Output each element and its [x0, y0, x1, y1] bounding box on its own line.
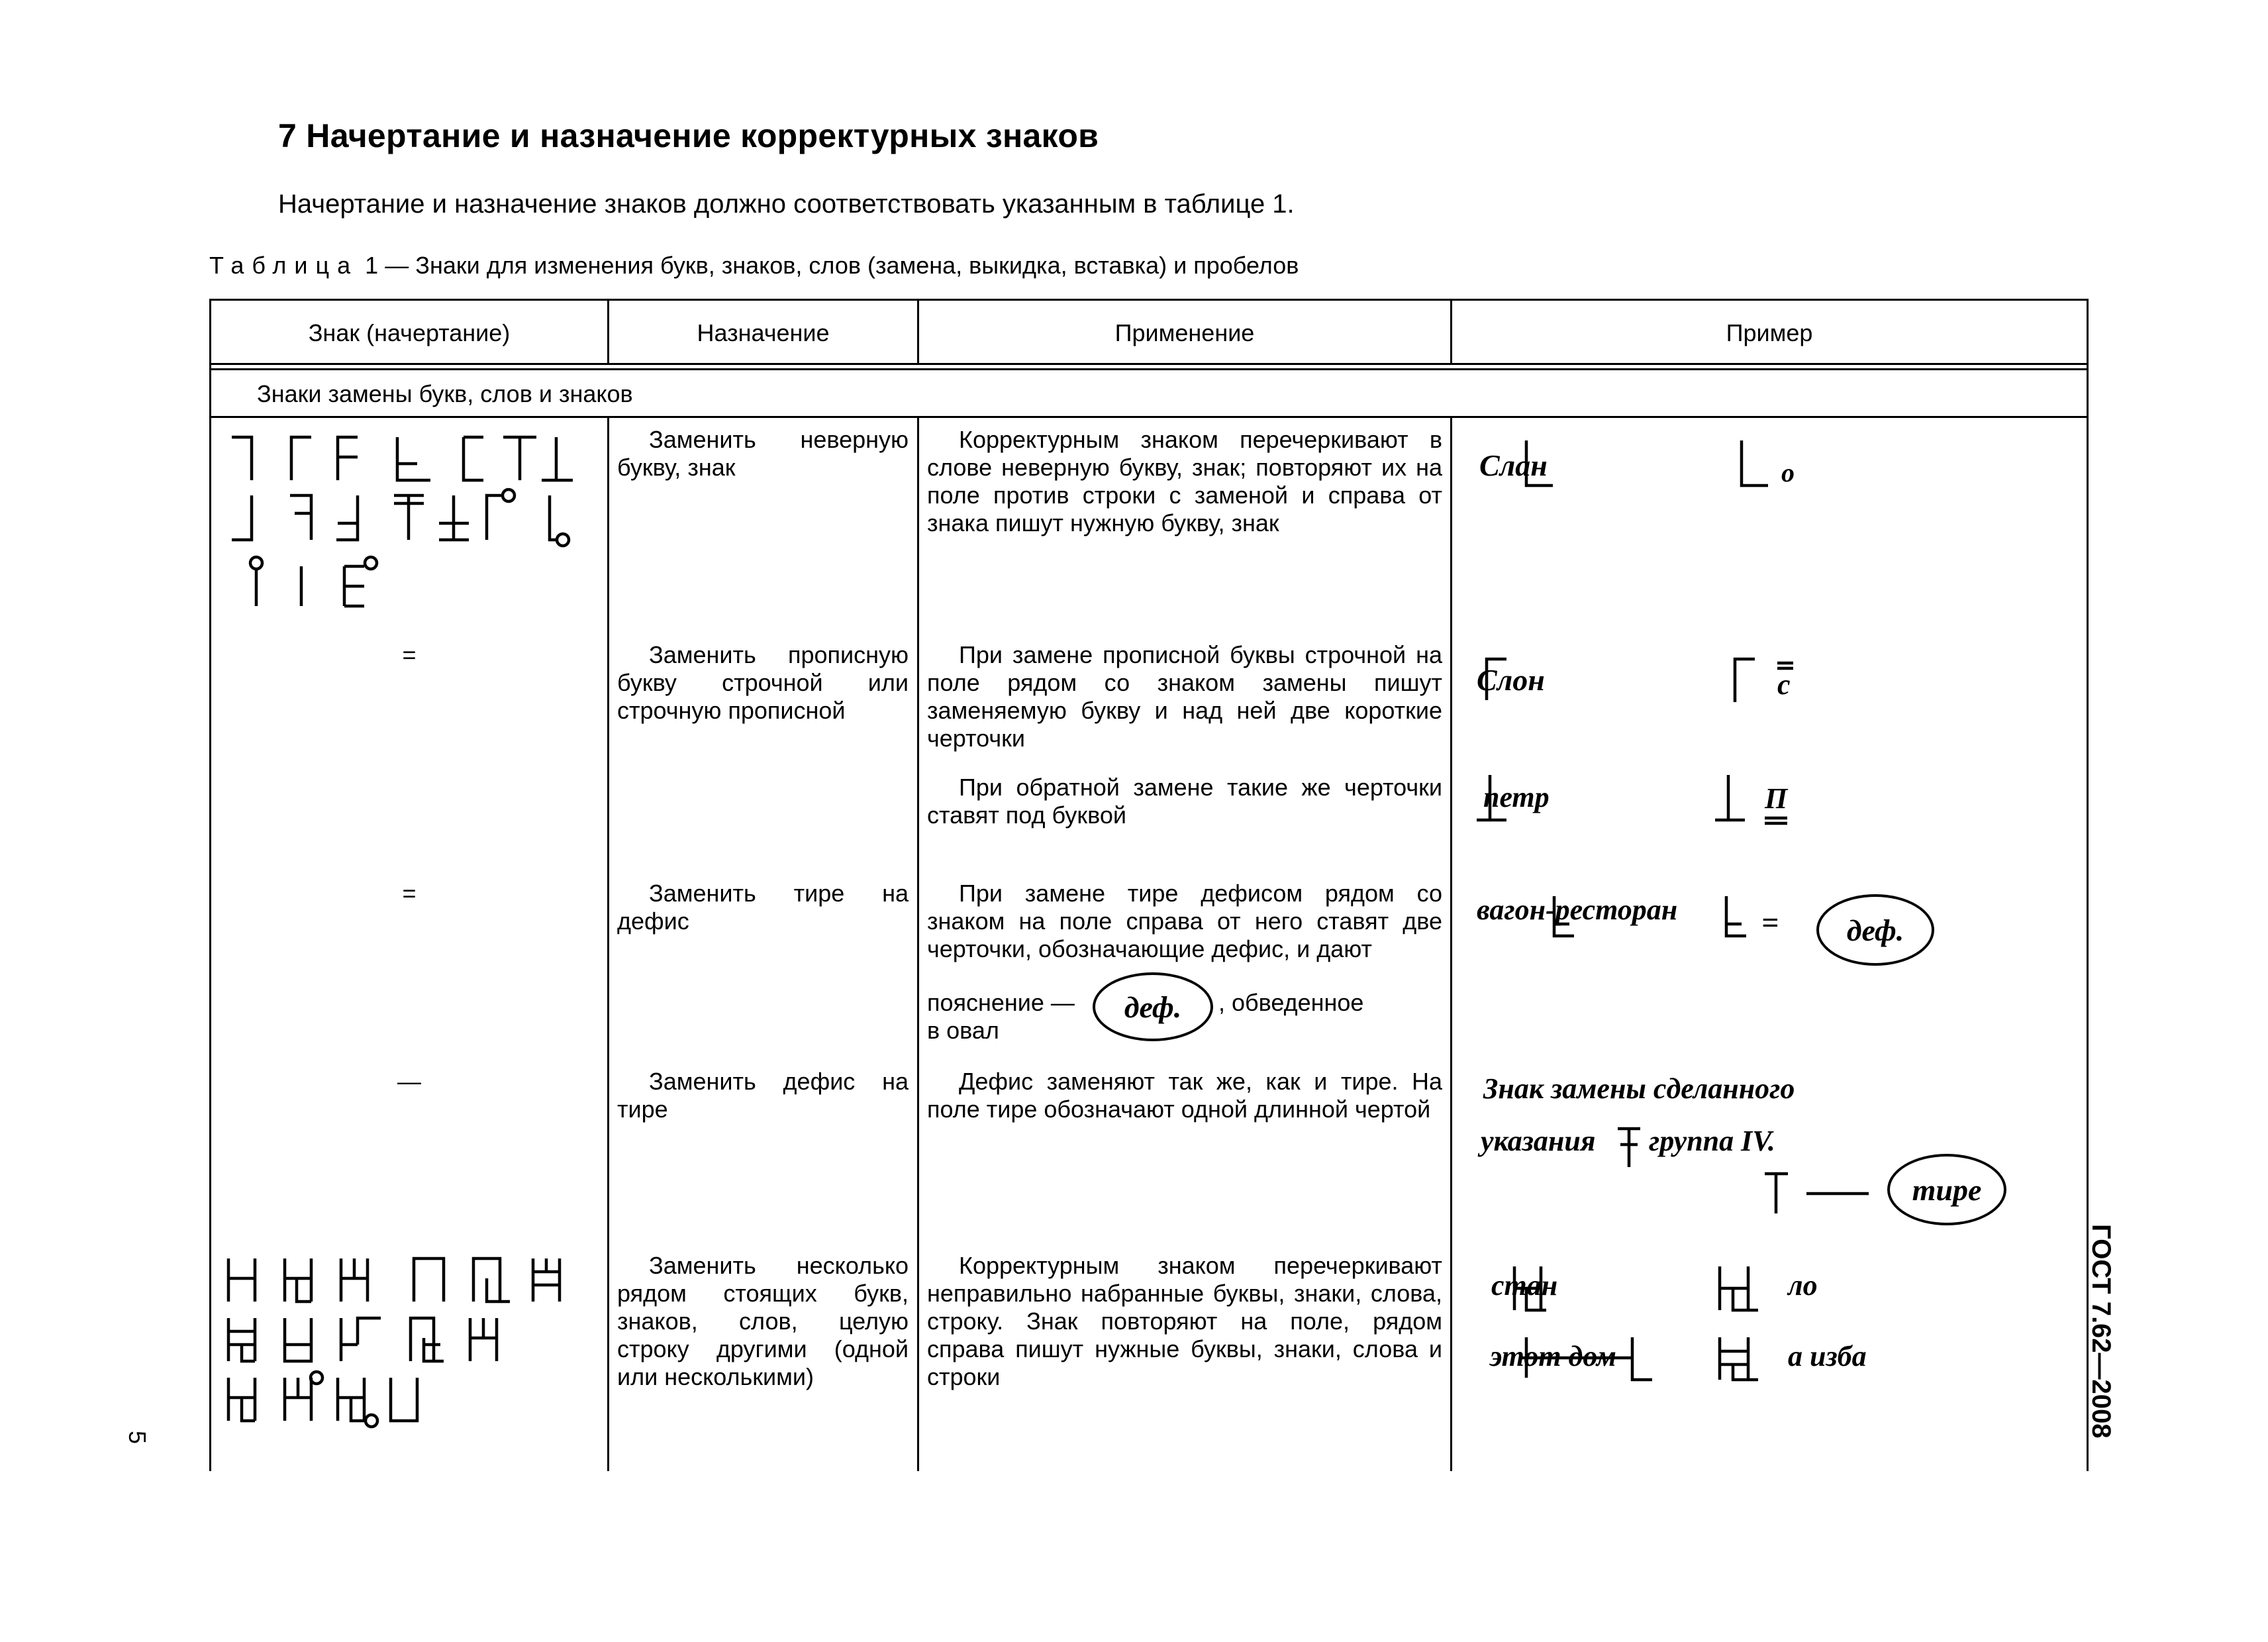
table-border-header-bottom [209, 363, 2089, 365]
row5-example-mark [1500, 1258, 1579, 1318]
row1-example-correction: о [1781, 458, 1795, 487]
row2-example-word: Слон [1477, 663, 1545, 697]
row1-example-mark [1506, 434, 1559, 493]
table-col-divider-1b [607, 416, 609, 1471]
row3-example-oval: деф. [1816, 894, 1934, 966]
column-header-usage: Применение [1114, 319, 1255, 346]
row5-margin-mark [1712, 1258, 1765, 1318]
row4-example-mark [1612, 1119, 1646, 1172]
row1-usage: Корректурным знаком перечеркивают в слове неверную букву, знак; повторяют их на поле против строки с заменой и справа от знака пишут нужную букву, знак [927, 426, 1442, 537]
row2-example-word-2: петр [1483, 781, 1550, 813]
row5-example-correction: ло [1788, 1269, 1818, 1302]
row3-usage: При замене тире дефисом рядом со знаком на поле справа от него ставят две черточки, обозначающие дефис, и дают [927, 880, 1442, 962]
row2-usage: При замене прописной буквы строчной на поле рядом со знаком замены пишут заменяемую букву и над ней две короткие черточки [927, 641, 1442, 752]
row1-margin-mark [1728, 434, 1781, 493]
intro-paragraph: Начертание и назначение знаков должно соответствовать указанным в таблице 1. [278, 189, 1295, 219]
row5-example-word: стан [1491, 1269, 1558, 1302]
row4-usage: Дефис заменяют так же, как и тире. На поле тире обозначают одной длинной чертой [927, 1068, 1442, 1123]
row2-double-overline [1776, 661, 1796, 672]
row3-purpose: Заменить тире на дефис [617, 880, 909, 935]
row2-example-correction: с [1777, 668, 1791, 701]
table-caption-text: — Знаки для изменения букв, знаков, слов (замена, выкидка, вставка) и пробелов [385, 252, 1299, 279]
column-header-example: Пример [1726, 319, 1813, 346]
row5-margin-mark-2 [1712, 1328, 1765, 1388]
row5-example-word-2: этот дом [1490, 1340, 1616, 1372]
row5-usage: Корректурным знаком перечеркивают неправильно набранные буквы, знаки, слова, строку. Знак повторяют на поле, рядом справа пишут нужные буквы, знаки, слова и строки [927, 1252, 1442, 1390]
row1-purpose: Заменить неверную букву, знак [617, 426, 909, 481]
row2-sign: = [402, 641, 417, 668]
table-col-divider-3b [1450, 416, 1452, 1471]
row5-purpose: Заменить несколько рядом стоящих букв, знаков, слов, целую строку другими (одной или несколькими) [617, 1252, 909, 1390]
row3-margin-mark [1712, 891, 1751, 944]
table-border-header-bottom-2 [209, 368, 2089, 370]
document-code: ГОСТ 7.62—2008 [2087, 1224, 2116, 1439]
replace-group-signs-icon [219, 1245, 589, 1444]
table-caption-label: Таблица [209, 252, 359, 279]
page-number: 5 [124, 1431, 151, 1445]
section-row-title: Знаки замены букв, слов и знаков [257, 380, 633, 407]
table-border-section-bottom [209, 416, 2089, 418]
row3-usage-note-before: пояснение — [927, 989, 1075, 1016]
table-caption-number: 1 [365, 252, 379, 279]
row5-example-correction-2: а изба [1788, 1340, 1867, 1372]
row4-example-line1: Знак замены сделанного [1483, 1072, 1795, 1105]
table-caption [209, 252, 1299, 280]
row4-purpose: Заменить дефис на тире [617, 1068, 909, 1123]
row3-usage-oval: деф. [1093, 972, 1213, 1041]
row2-margin-mark [1722, 652, 1761, 705]
row1-example-word: Слан [1479, 448, 1548, 482]
row2-margin-mark-2 [1708, 768, 1748, 828]
column-header-sign: Знак (начертание) [308, 319, 511, 346]
row4-example-line2-after: группа IV. [1649, 1125, 1775, 1157]
row3-sign: = [402, 880, 417, 907]
row3-usage-note-after: , обведенное [1218, 989, 1364, 1016]
table-border-top [209, 299, 2089, 301]
row4-sign: — [397, 1068, 421, 1095]
row5-example-mark-2 [1510, 1328, 1662, 1388]
table-col-divider-2b [917, 416, 919, 1471]
section-heading: 7 Начертание и назначение корректурных знаков [278, 117, 1099, 154]
column-header-purpose: Назначение [697, 319, 830, 346]
replace-letter-signs-icon [219, 424, 589, 623]
row4-example-oval: тире [1887, 1154, 2006, 1225]
row2-example-correction-2: П [1765, 782, 1788, 815]
row2-double-underline [1763, 816, 1790, 827]
row3-example-word: вагон-ресторан [1477, 894, 1678, 926]
row4-example-line2-before: указания [1481, 1125, 1596, 1157]
row2-purpose: Заменить прописную букву строчной или строчную прописной [617, 641, 909, 724]
row3-usage-note-end: в овал [927, 1017, 999, 1044]
row4-margin-mark [1761, 1166, 1874, 1219]
row3-example-correction: = [1761, 905, 1779, 939]
row3-example-mark [1540, 891, 1579, 944]
row2-usage-reverse: При обратной замене такие же черточки ставят под буквой [927, 774, 1442, 829]
